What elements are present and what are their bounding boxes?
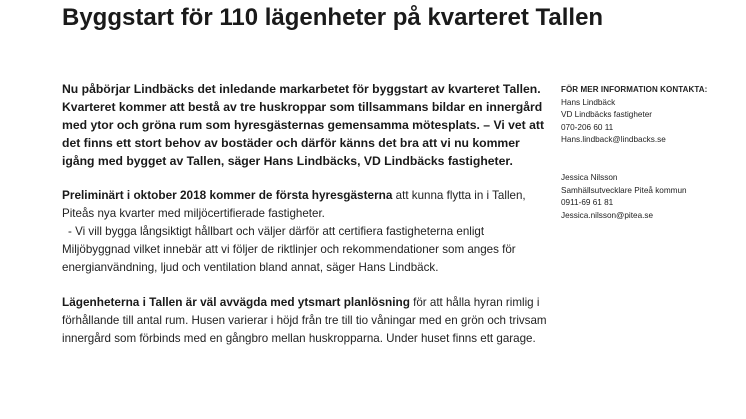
contact-spacer [561,160,741,173]
contact-email[interactable]: Jessica.nilsson@pitea.se [561,210,654,220]
contact-phone: 070-206 60 11 [561,122,614,132]
quote-paragraph: - Vi vill bygga långsiktigt hållbart och väljer därför att certifiera fastigheterna enligt Miljöbyggnad vilket innebär att vi följer de riktlinjer och rekommendationer som anges för energianvändning, ljud och ventilation bland annat, säger Hans Lindbäck. [62,225,516,274]
paragraph-1 [62,186,550,223]
paragraph-1-text: att kunna flytta in i Tallen, Piteås nya kvarter med miljöcertifierade fastigheter. [62,189,526,220]
contact-name: Jessica Nilsson [561,173,618,183]
paragraph-1-bold: Preliminärt i oktober 2018 kommer de första hyresgästerna [62,188,393,202]
contact-sidebar [561,84,741,223]
paragraph-2-bold: Lägenheterna i Tallen är väl avvägda med ytsmart planlösning [62,295,410,309]
contact-heading: FÖR MER INFORMATION KONTAKTA: [561,85,708,94]
paragraph-2 [62,293,550,348]
contact-spacer [561,147,741,160]
contact-name: Hans Lindbäck [561,97,616,107]
contact-email[interactable]: Hans.lindback@lindbacks.se [561,135,666,145]
article-body [62,80,550,348]
lead-paragraph: Nu påbörjar Lindbäcks det inledande markarbetet för byggstart av kvarteret Tallen. Kvarteret kommer att bestå av tre huskroppar som tillsammans bildar en innergård med ytor och gröna rum som hyresgästernas gemensamma mötesplats. – Vi vet att det finns ett stort behov av bostäder och därför känns det bra att vi nu kommer igång med bygget av Tallen, säger Hans Lindbäcks, VD Lindbäcks fastigheter. [62,82,545,168]
contact-role: Samhällsutvecklare Piteå kommun [561,185,687,195]
contact-phone: 0911-69 61 81 [561,198,614,208]
page-title: Byggstart för 110 lägenheter på kvarteret Tallen [62,4,604,31]
contact-role: VD Lindbäcks fastigheter [561,110,653,120]
paragraph-2-text: för att hålla hyran rimlig i förhållande till antal rum. Husen varierar i höjd från tre till tio våningar med en grön och trivsam innergård som förbinds med en gångbro mellan huskropparna. Under huset finns ett garage. [62,296,547,345]
